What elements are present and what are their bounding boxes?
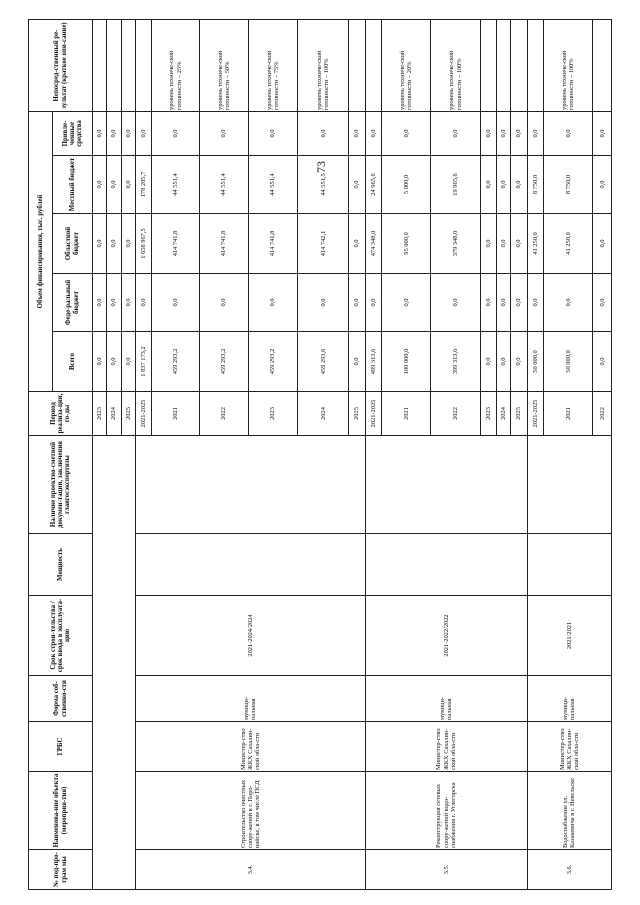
cell-regional: 0,0: [497, 214, 511, 274]
cell-year: 2024: [107, 392, 121, 436]
cell-year: 2022: [431, 392, 480, 436]
cell-attracted: 0,0: [136, 112, 152, 156]
cell-local: 19 965,6: [431, 156, 480, 214]
object-docs: [365, 436, 527, 534]
rotated-table-frame: [28, 20, 612, 890]
table-body: [93, 20, 612, 890]
cell-federal: 0,0: [136, 274, 152, 332]
cell-federal: 0,0: [593, 274, 612, 332]
financing-table: [28, 19, 612, 890]
cell-result: [511, 20, 527, 112]
object-form: муници-пальная: [527, 676, 611, 722]
cell-attracted: 0,0: [382, 112, 431, 156]
cell-result: [136, 20, 152, 112]
cell-local: 0,0: [121, 156, 135, 214]
cell-result: [480, 20, 496, 112]
object-term: 2021/2021: [527, 596, 611, 676]
cell-total: 1 837 173,2: [136, 332, 152, 392]
object-grbs: Министер-ство ЖКХ Сахалин-ской обла-сти: [136, 722, 366, 772]
header-docs: Наличие проектно-сметной докумен-тации, заключения главгосэкспертизы: [29, 436, 93, 534]
cell-regional: 379 348,0: [431, 214, 480, 274]
cell-year: 2023: [93, 392, 107, 436]
cell-result: уровень техниче-ской готовности – 50%: [199, 20, 248, 112]
cell-total: 459 293,6: [298, 332, 349, 392]
cell-attracted: 0,0: [298, 112, 349, 156]
cell-regional: 1 658 967,5: [136, 214, 152, 274]
cell-regional: 0,0: [480, 214, 496, 274]
cell-year: 2023: [480, 392, 496, 436]
cell-result: [593, 20, 612, 112]
cell-federal: 0,0: [121, 274, 135, 332]
cell-result: уровень техниче-ской готовности – 100%: [431, 20, 480, 112]
cell-federal: 0,0: [298, 274, 349, 332]
cell-federal: 0,0: [349, 274, 365, 332]
cell-federal: 0,0: [544, 274, 593, 332]
cell-result: [527, 20, 543, 112]
object-name: Водоснабжение ул. Казакевича в г. Невельске: [527, 772, 611, 850]
continuation-blank-cell: [93, 436, 136, 890]
cell-regional: 414 742,1: [298, 214, 349, 274]
cell-local: 0,0: [511, 156, 527, 214]
header-attracted: Привле-ченные средства: [53, 112, 93, 156]
object-power: [527, 534, 611, 596]
cell-year: 2021-2025: [365, 392, 381, 436]
header-local: Местный бюджет: [53, 156, 93, 214]
cell-local: 0,0: [593, 156, 612, 214]
cell-result: [349, 20, 365, 112]
cell-attracted: 0,0: [497, 112, 511, 156]
cell-local: 0,0: [93, 156, 107, 214]
object-term: 2021-2022/2022: [365, 596, 527, 676]
header-num: № под-про-грам мы: [29, 850, 93, 890]
table-row: [527, 20, 543, 890]
cell-result: уровень техниче-ской готовности – 25%: [152, 20, 199, 112]
cell-regional: 414 741,8: [248, 214, 297, 274]
cell-federal: 0,0: [248, 274, 297, 332]
cell-federal: 0,0: [93, 274, 107, 332]
cell-attracted: 0,0: [349, 112, 365, 156]
cell-federal: 0,0: [497, 274, 511, 332]
object-grbs: Министер-ство ЖКХ Сахалин-ской обла-сти: [365, 722, 527, 772]
cell-regional: 0,0: [349, 214, 365, 274]
cell-regional: 41 250,0: [544, 214, 593, 274]
header-term: Срок строи-тельства / срок ввода в эксплуата-цию: [29, 596, 93, 676]
object-num: 3.5.: [365, 850, 527, 890]
cell-total: 459 293,2: [248, 332, 297, 392]
cell-federal: 0,0: [431, 274, 480, 332]
cell-attracted: 0,0: [121, 112, 135, 156]
cell-regional: 474 348,0: [365, 214, 381, 274]
cell-attracted: 0,0: [107, 112, 121, 156]
cell-total: 459 293,2: [152, 332, 199, 392]
cell-total: 100 000,0: [382, 332, 431, 392]
header-total: Всего: [53, 332, 93, 392]
cell-local: 44 551,4: [248, 156, 297, 214]
cell-federal: 0,0: [365, 274, 381, 332]
cell-attracted: 0,0: [544, 112, 593, 156]
cell-attracted: 0,0: [593, 112, 612, 156]
cell-total: 459 293,2: [199, 332, 248, 392]
object-power: [136, 534, 366, 596]
header-federal: Феде-ральный бюджет: [53, 274, 93, 332]
cell-year: 2025: [349, 392, 365, 436]
cell-attracted: 0,0: [199, 112, 248, 156]
cell-regional: 41 250,0: [527, 214, 543, 274]
cell-attracted: 0,0: [248, 112, 297, 156]
cell-regional: 0,0: [511, 214, 527, 274]
cell-year: 2023: [248, 392, 297, 436]
cell-federal: 0,0: [152, 274, 199, 332]
cell-attracted: 0,0: [431, 112, 480, 156]
header-power: Мощность: [29, 534, 93, 596]
cell-attracted: 0,0: [152, 112, 199, 156]
cell-total: 50 000,0: [544, 332, 593, 392]
object-name: Строительство очистных соору-жений в г. Поро-найске, в том числе ПСД: [136, 772, 366, 850]
cell-local: 44 551,4: [152, 156, 199, 214]
cell-year: 2021-2025: [136, 392, 152, 436]
object-name: Реконструкция сетевых соору-жений водо-снабжения г. Углегорска: [365, 772, 527, 850]
cell-federal: 0,0: [511, 274, 527, 332]
cell-total: 0,0: [497, 332, 511, 392]
cell-result: уровень техниче-ской готовности – 100%: [298, 20, 349, 112]
cell-total: 0,0: [480, 332, 496, 392]
object-docs: [527, 436, 611, 534]
cell-result: уровень техниче-ской готовности – 100%: [544, 20, 593, 112]
cell-local: 5 000,0: [382, 156, 431, 214]
cell-year: 2024: [298, 392, 349, 436]
cell-regional: 0,0: [121, 214, 135, 274]
cell-regional: 0,0: [593, 214, 612, 274]
cell-local: 8 750,0: [527, 156, 543, 214]
cell-result: [497, 20, 511, 112]
table-row: [136, 20, 152, 890]
cell-regional: 0,0: [107, 214, 121, 274]
header-regional: Областной бюджет: [53, 214, 93, 274]
cell-attracted: 0,0: [93, 112, 107, 156]
table-container: [28, 20, 612, 890]
cell-year: 2025: [511, 392, 527, 436]
cell-year: 2021: [544, 392, 593, 436]
cell-year: 2024: [497, 392, 511, 436]
cell-attracted: 0,0: [365, 112, 381, 156]
cell-federal: 0,0: [107, 274, 121, 332]
cell-year: 2021-2025: [527, 392, 543, 436]
cell-year: 2021: [382, 392, 431, 436]
cell-regional: 414 741,8: [152, 214, 199, 274]
cell-total: 0,0: [93, 332, 107, 392]
cell-result: уровень техниче-ской готовности – 75%: [248, 20, 297, 112]
cell-federal: 0,0: [199, 274, 248, 332]
header-form: Форма соб-ственно-сти: [29, 676, 93, 722]
object-num: 3.4.: [136, 850, 366, 890]
cell-attracted: 0,0: [511, 112, 527, 156]
page-number: 73: [314, 161, 328, 173]
cell-result: уровень техниче-ской готовности – 20%: [382, 20, 431, 112]
cell-attracted: 0,0: [480, 112, 496, 156]
object-docs: [136, 436, 366, 534]
object-term: 2021-2024/2024: [136, 596, 366, 676]
object-num: 3.6.: [527, 850, 611, 890]
cell-regional: 95 000,0: [382, 214, 431, 274]
table-row: [365, 20, 381, 890]
header-grbs: ГРБС: [29, 722, 93, 772]
cell-local: 0,0: [107, 156, 121, 214]
object-form: муници-пальная: [136, 676, 366, 722]
cell-local: 0,0: [349, 156, 365, 214]
cell-total: 0,0: [593, 332, 612, 392]
cell-year: 2021: [152, 392, 199, 436]
cell-federal: 0,0: [527, 274, 543, 332]
header-result: Непосред-ственный ре-зультат (краткое опи-сание): [29, 20, 93, 112]
header-name: Наименова-ние объекта (мероприя-тия): [29, 772, 93, 850]
cell-local: 24 965,6: [365, 156, 381, 214]
cell-local: 44 551,5: [298, 156, 349, 214]
header-period: Период реализа-ции, го-ды: [29, 392, 93, 436]
cell-total: 0,0: [349, 332, 365, 392]
cell-result: [365, 20, 381, 112]
object-form: муници-пальная: [365, 676, 527, 722]
cell-result: [93, 20, 107, 112]
header-funding-group: Объем финансирования, тыс. рублей: [29, 112, 53, 392]
cell-regional: 414 741,8: [199, 214, 248, 274]
cell-year: 2022: [593, 392, 612, 436]
cell-total: 0,0: [511, 332, 527, 392]
cell-total: 399 313,6: [431, 332, 480, 392]
cell-total: 0,0: [107, 332, 121, 392]
object-grbs: Министер-ство ЖКХ Сахалин-ской обла-сти: [527, 722, 611, 772]
table-row: [93, 20, 107, 890]
cell-local: 0,0: [497, 156, 511, 214]
cell-federal: 0,0: [480, 274, 496, 332]
cell-total: 499 313,6: [365, 332, 381, 392]
cell-regional: 0,0: [93, 214, 107, 274]
cell-total: 0,0: [121, 332, 135, 392]
header-row-1: [29, 20, 53, 890]
cell-local: 8 750,0: [544, 156, 593, 214]
cell-result: [121, 20, 135, 112]
cell-year: 2022: [199, 392, 248, 436]
cell-year: 2025: [121, 392, 135, 436]
cell-total: 50 000,0: [527, 332, 543, 392]
cell-local: 178 205,7: [136, 156, 152, 214]
cell-local: 44 551,4: [199, 156, 248, 214]
cell-federal: 0,0: [382, 274, 431, 332]
object-power: [365, 534, 527, 596]
cell-local: 0,0: [480, 156, 496, 214]
cell-result: [107, 20, 121, 112]
cell-attracted: 0,0: [527, 112, 543, 156]
